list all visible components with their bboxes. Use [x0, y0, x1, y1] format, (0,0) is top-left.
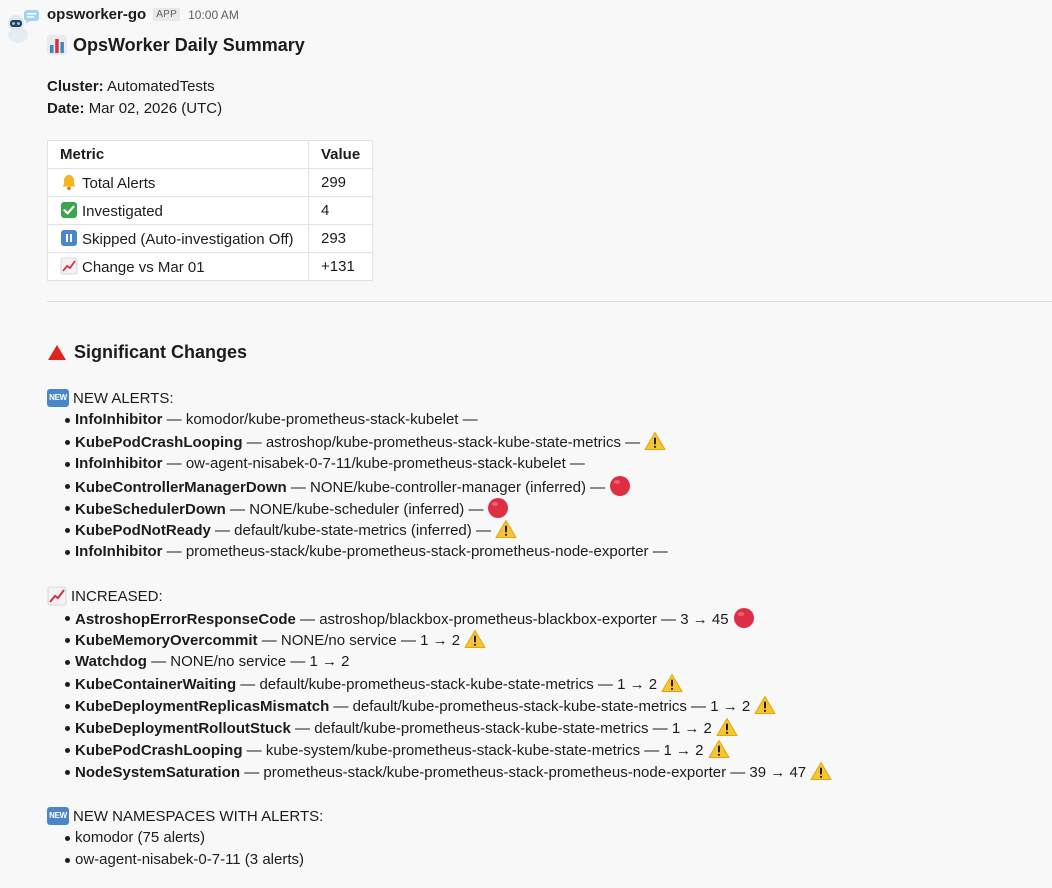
message-header: [47, 6, 1052, 28]
list-item: [75, 673, 1052, 695]
value-cell: 293: [309, 225, 373, 253]
alert-detail: — default/kube-prometheus-stack-kube-state-metrics — 1 → 2: [333, 698, 751, 715]
warning-icon: [810, 761, 832, 781]
column-header-metric: Metric: [48, 141, 309, 169]
summary-title-text: OpsWorker Daily Summary: [73, 34, 305, 55]
alert-detail: — NONE/kube-controller-manager (inferred) —: [290, 479, 606, 496]
alert-detail: — kube-system/kube-prometheus-stack-kube-state-metrics — 1 → 2: [246, 742, 704, 759]
alert-detail: — prometheus-stack/kube-prometheus-stack-prometheus-node-exporter —: [166, 543, 668, 560]
alert-name: InfoInhibitor: [75, 543, 163, 560]
section-title-text: Significant Changes: [74, 341, 248, 362]
alert-name: KubePodCrashLooping: [75, 434, 243, 451]
alert-name: NodeSystemSaturation: [75, 764, 241, 781]
new-icon: NEW: [47, 389, 69, 407]
divider: [47, 301, 1052, 302]
red-circle-icon: [733, 607, 755, 629]
warning-icon: [644, 431, 666, 451]
chart-increasing-icon: [60, 257, 78, 275]
value-cell: 299: [309, 169, 373, 197]
table-row: [48, 253, 373, 281]
bar-chart-icon: [47, 35, 67, 55]
alert-name: KubePodNotReady: [75, 522, 211, 539]
alert-name: InfoInhibitor: [75, 411, 163, 428]
table-row: [48, 169, 373, 197]
bell-icon: [60, 173, 78, 191]
list-item: [75, 519, 1052, 541]
namespace-text: komodor (75 alerts): [75, 829, 206, 846]
value-cell: +131: [309, 253, 373, 281]
column-header-value: Value: [309, 141, 373, 169]
alert-detail: — default/kube-state-metrics (inferred) —: [215, 522, 491, 539]
alert-detail: — komodor/kube-prometheus-stack-kubelet —: [166, 411, 478, 428]
message-timestamp[interactable]: 10:00 AM: [188, 8, 239, 22]
metric-label: Investigated: [82, 203, 163, 220]
list-item: [75, 409, 1052, 431]
alert-name: KubeDeploymentReplicasMismatch: [75, 698, 330, 715]
date-value: Mar 02, 2026 (UTC): [88, 100, 223, 117]
alert-detail: — default/kube-prometheus-stack-kube-state-metrics — 1 → 2: [240, 676, 658, 693]
warning-icon: [495, 519, 517, 539]
new-alerts-label: NEW ALERTS:: [73, 389, 174, 407]
new-namespaces-label: NEW NAMESPACES WITH ALERTS:: [73, 807, 324, 825]
alert-name: KubeMemoryOvercommit: [75, 632, 258, 649]
table-row: [48, 225, 373, 253]
list-item: [75, 739, 1052, 761]
list-item: [75, 629, 1052, 651]
list-item: [75, 717, 1052, 739]
red-circle-icon: [487, 497, 509, 519]
alert-detail: — NONE/no service — 1 → 2: [151, 653, 350, 670]
increased-heading: [47, 585, 1052, 607]
new-alerts-heading: [47, 387, 1052, 409]
chart-increasing-icon: [47, 586, 67, 606]
list-item: [75, 431, 1052, 453]
alert-detail: — prometheus-stack/kube-prometheus-stack-prometheus-node-exporter — 39 → 47: [244, 764, 807, 781]
warning-icon: [464, 629, 486, 649]
alert-name: KubeControllerManagerDown: [75, 479, 287, 496]
cluster-info: [47, 76, 1052, 120]
red-circle-icon: [609, 475, 631, 497]
list-item: [75, 453, 1052, 475]
namespace-text: ow-agent-nisabek-0-7-11 (3 alerts): [75, 851, 304, 868]
list-item: [75, 607, 1052, 629]
warning-icon: [661, 673, 683, 693]
cluster-line: [47, 76, 1052, 98]
metric-cell: [48, 225, 309, 253]
alert-name: InfoInhibitor: [75, 455, 163, 472]
date-line: [47, 98, 1052, 120]
increased-list: [47, 607, 1052, 783]
bot-avatar[interactable]: [6, 8, 40, 44]
alert-name: KubeDeploymentRolloutStuck: [75, 720, 291, 737]
list-item: [75, 475, 1052, 497]
metric-label: Total Alerts: [82, 175, 156, 192]
pause-icon: [60, 229, 78, 247]
list-item: [75, 497, 1052, 519]
list-item: [75, 849, 1052, 871]
metric-cell: [48, 197, 309, 225]
cluster-value: AutomatedTests: [107, 78, 215, 95]
list-item: [75, 695, 1052, 717]
new-icon: NEW: [47, 807, 69, 825]
increased-label: INCREASED:: [71, 587, 163, 605]
alert-detail: — ow-agent-nisabek-0-7-11/kube-prometheus-stack-kubelet —: [166, 455, 585, 472]
section-title-significant-changes: [47, 339, 1052, 365]
table-header-row: [48, 141, 373, 169]
list-item: [75, 827, 1052, 849]
sender-name[interactable]: opsworker-go: [47, 6, 147, 23]
value-cell: 4: [309, 197, 373, 225]
summary-title: [47, 32, 1052, 58]
metric-cell: [48, 169, 309, 197]
cluster-label: Cluster:: [47, 78, 104, 95]
alert-detail: — default/kube-prometheus-stack-kube-state-metrics — 1 → 2: [295, 720, 712, 737]
warning-icon: [754, 695, 776, 715]
metric-cell: [48, 253, 309, 281]
metrics-table: [47, 140, 373, 281]
alert-name: KubeSchedulerDown: [75, 501, 226, 518]
new-namespaces-heading: [47, 805, 1052, 827]
list-item: [75, 761, 1052, 783]
list-item: [75, 651, 1052, 673]
alert-name: AstroshopErrorResponseCode: [75, 611, 296, 628]
table-row: [48, 197, 373, 225]
warning-icon: [716, 717, 738, 737]
alert-detail: — NONE/kube-scheduler (inferred) —: [230, 501, 484, 518]
list-item: [75, 541, 1052, 563]
message-content: [47, 6, 1052, 888]
alert-name: Watchdog: [75, 653, 147, 670]
alert-detail: — NONE/no service — 1 → 2: [261, 632, 461, 649]
alert-name: KubeContainerWaiting: [75, 676, 237, 693]
alert-name: KubePodCrashLooping: [75, 742, 243, 759]
new-alerts-list: [47, 409, 1052, 563]
check-mark-icon: [60, 201, 78, 219]
warning-icon: [708, 739, 730, 759]
date-label: Date:: [47, 100, 85, 117]
alert-detail: — astroshop/blackbox-prometheus-blackbox-exporter — 3 → 45: [300, 611, 729, 628]
metric-label: Change vs Mar 01: [82, 259, 205, 276]
app-badge: APP: [153, 8, 180, 21]
new-namespaces-list: [47, 827, 1052, 871]
metric-label: Skipped (Auto-investigation Off): [82, 231, 294, 248]
alert-detail: — astroshop/kube-prometheus-stack-kube-state-metrics —: [246, 434, 641, 451]
red-triangle-icon: [48, 345, 66, 360]
